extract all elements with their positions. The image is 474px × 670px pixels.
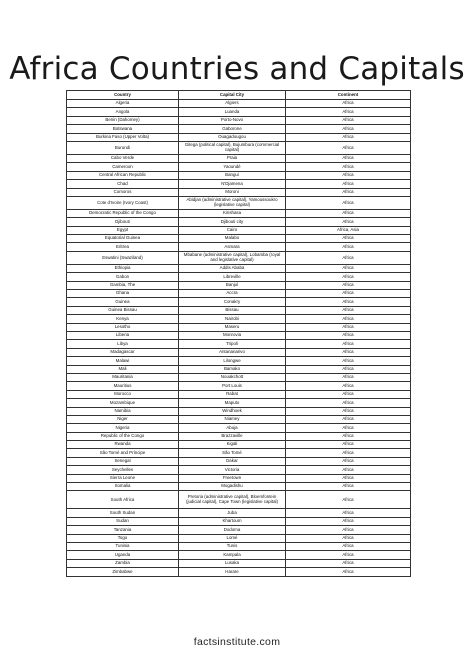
table-row: [67, 348, 411, 356]
country-cell: Ghana: [67, 290, 179, 298]
capital-cell: Monrovia: [179, 331, 286, 339]
table-row: [67, 141, 411, 154]
capital-cell: Conakry: [179, 298, 286, 306]
capital-cell: Rabat: [179, 390, 286, 398]
table-row: [67, 382, 411, 390]
country-cell: Malawi: [67, 357, 179, 365]
country-cell: Togo: [67, 534, 179, 542]
country-cell: Nigeria: [67, 424, 179, 432]
continent-cell: Africa: [286, 243, 411, 251]
table-row: [67, 449, 411, 457]
country-cell: Namibia: [67, 407, 179, 415]
table-row: [67, 154, 411, 162]
capital-cell: Maseru: [179, 323, 286, 331]
continent-cell: Africa: [286, 432, 411, 440]
continent-cell: Africa: [286, 125, 411, 133]
country-cell: Zambia: [67, 559, 179, 567]
capital-cell: Khartoum: [179, 517, 286, 525]
continent-cell: Africa: [286, 373, 411, 381]
table-row: [67, 526, 411, 534]
capital-cell: Port Louis: [179, 382, 286, 390]
capital-cell: Mbabane (administrative capital), Lobamba (royal and legislative capital): [179, 251, 286, 264]
capital-cell: Lusaka: [179, 559, 286, 567]
continent-cell: Africa: [286, 491, 411, 509]
continent-cell: Africa: [286, 315, 411, 323]
table-row: [67, 218, 411, 226]
table-row: [67, 441, 411, 449]
table-row: [67, 133, 411, 141]
continent-cell: Africa: [286, 382, 411, 390]
country-cell: Burundi: [67, 141, 179, 154]
table-row: [67, 243, 411, 251]
capital-cell: Bangui: [179, 171, 286, 179]
table-row: [67, 100, 411, 108]
continent-cell: Africa: [286, 306, 411, 314]
continent-cell: Africa: [286, 273, 411, 281]
country-cell: Benin (Dahomey): [67, 116, 179, 124]
country-cell: Eritrea: [67, 243, 179, 251]
continent-cell: Africa: [286, 449, 411, 457]
country-cell: Rwanda: [67, 441, 179, 449]
country-cell: South Sudan: [67, 509, 179, 517]
continent-cell: Africa: [286, 163, 411, 171]
capital-cell: Harare: [179, 568, 286, 576]
capital-cell: Praia: [179, 154, 286, 162]
capital-cell: Malabo: [179, 235, 286, 243]
table-row: [67, 306, 411, 314]
table-row: [67, 226, 411, 234]
column-header-country: Country: [67, 91, 179, 100]
table-row: [67, 542, 411, 550]
country-cell: Angola: [67, 108, 179, 116]
capital-cell: Luanda: [179, 108, 286, 116]
continent-cell: Africa: [286, 542, 411, 550]
country-cell: Eswatini (Swaziland): [67, 251, 179, 264]
country-cell: Somalia: [67, 483, 179, 491]
continent-cell: Africa: [286, 466, 411, 474]
country-cell: Morocco: [67, 390, 179, 398]
continent-cell: Africa: [286, 141, 411, 154]
capital-cell: São Tomé: [179, 449, 286, 457]
table-row: [67, 357, 411, 365]
continent-cell: Africa: [286, 251, 411, 264]
capital-cell: Kigali: [179, 441, 286, 449]
continent-cell: Africa: [286, 474, 411, 482]
table-row: [67, 315, 411, 323]
continent-cell: Africa: [286, 323, 411, 331]
table-row: [67, 163, 411, 171]
capital-cell: Pretoria (administrative capital), Bloemfontein (judicial capital), Cape Town (legislative capital): [179, 491, 286, 509]
continent-cell: Africa: [286, 407, 411, 415]
continent-cell: Africa: [286, 559, 411, 567]
country-cell: Zimbabwe: [67, 568, 179, 576]
table-header-row: [67, 91, 411, 100]
country-cell: São Tomé and Príncipe: [67, 449, 179, 457]
continent-cell: Africa: [286, 526, 411, 534]
continent-cell: Africa: [286, 298, 411, 306]
capital-cell: Antananarivo: [179, 348, 286, 356]
country-cell: Uganda: [67, 551, 179, 559]
country-cell: Mozambique: [67, 399, 179, 407]
table-row: [67, 457, 411, 465]
table-row: [67, 517, 411, 525]
continent-cell: Africa: [286, 108, 411, 116]
continent-cell: Africa: [286, 441, 411, 449]
continent-cell: Africa: [286, 415, 411, 423]
capital-cell: Cairo: [179, 226, 286, 234]
table-row: [67, 373, 411, 381]
continent-cell: Africa: [286, 154, 411, 162]
country-cell: Comoros: [67, 188, 179, 196]
capital-cell: Abuja: [179, 424, 286, 432]
capital-cell: Algiers: [179, 100, 286, 108]
countries-table: [66, 90, 411, 577]
capital-cell: Yaoundé: [179, 163, 286, 171]
capital-cell: Freetown: [179, 474, 286, 482]
table-row: [67, 568, 411, 576]
country-cell: Seychelles: [67, 466, 179, 474]
country-cell: Cameroon: [67, 163, 179, 171]
capital-cell: Lomé: [179, 534, 286, 542]
table-row: [67, 281, 411, 289]
capital-cell: Tunis: [179, 542, 286, 550]
country-cell: Gambia, The: [67, 281, 179, 289]
capital-cell: Abidjan (administrative capital), Yamoussoukro (legislative capital): [179, 196, 286, 209]
country-cell: Tunisia: [67, 542, 179, 550]
country-cell: Gabon: [67, 273, 179, 281]
table-row: [67, 196, 411, 209]
table-body: [67, 100, 411, 577]
capital-cell: Gaborone: [179, 125, 286, 133]
country-cell: Mauritania: [67, 373, 179, 381]
continent-cell: Africa: [286, 100, 411, 108]
footer-website: factsinstitute.com: [193, 636, 281, 648]
table-row: [67, 432, 411, 440]
column-header-continent: Continent: [286, 91, 411, 100]
column-header-capital: Capital City: [179, 91, 286, 100]
country-cell: Botswana: [67, 125, 179, 133]
table-row: [67, 235, 411, 243]
country-cell: Sudan: [67, 517, 179, 525]
table-row: [67, 407, 411, 415]
table-row: [67, 390, 411, 398]
continent-cell: Africa: [286, 209, 411, 217]
table-row: [67, 180, 411, 188]
capital-cell: Maputo: [179, 399, 286, 407]
continent-cell: Africa: [286, 340, 411, 348]
table-row: [67, 209, 411, 217]
capital-cell: Asmara: [179, 243, 286, 251]
table-row: [67, 509, 411, 517]
capital-cell: Bissau: [179, 306, 286, 314]
continent-cell: Africa: [286, 424, 411, 432]
capital-cell: Brazzaville: [179, 432, 286, 440]
country-cell: Senegal: [67, 457, 179, 465]
country-cell: South Africa: [67, 491, 179, 509]
table-row: [67, 399, 411, 407]
table-row: [67, 331, 411, 339]
capital-cell: Lilongwe: [179, 357, 286, 365]
table-header: [67, 91, 411, 100]
table-row: [67, 551, 411, 559]
capital-cell: Dakar: [179, 457, 286, 465]
continent-cell: Africa: [286, 281, 411, 289]
capital-cell: Addis Ababa: [179, 264, 286, 272]
capital-cell: Accra: [179, 290, 286, 298]
country-cell: Ethiopia: [67, 264, 179, 272]
table-row: [67, 125, 411, 133]
country-cell: Tanzania: [67, 526, 179, 534]
table-row: [67, 323, 411, 331]
capital-cell: Nairobi: [179, 315, 286, 323]
table-row: [67, 273, 411, 281]
table-row: [67, 474, 411, 482]
capital-cell: Nouakchott: [179, 373, 286, 381]
capital-cell: Mogadishu: [179, 483, 286, 491]
capital-cell: Ouagadougou: [179, 133, 286, 141]
continent-cell: Africa, Asia: [286, 226, 411, 234]
continent-cell: Africa: [286, 399, 411, 407]
capital-cell: Porto-Novo: [179, 116, 286, 124]
table-row: [67, 365, 411, 373]
continent-cell: Africa: [286, 509, 411, 517]
continent-cell: Africa: [286, 116, 411, 124]
continent-cell: Africa: [286, 196, 411, 209]
capital-cell: Tripoli: [179, 340, 286, 348]
country-cell: Cabo Verde: [67, 154, 179, 162]
continent-cell: Africa: [286, 568, 411, 576]
continent-cell: Africa: [286, 180, 411, 188]
continent-cell: Africa: [286, 551, 411, 559]
table-row: [67, 264, 411, 272]
capital-cell: Juba: [179, 509, 286, 517]
continent-cell: Africa: [286, 188, 411, 196]
capital-cell: Bamako: [179, 365, 286, 373]
capital-cell: Kampala: [179, 551, 286, 559]
capital-cell: N'Djamena: [179, 180, 286, 188]
table-row: [67, 251, 411, 264]
table-row: [67, 534, 411, 542]
continent-cell: Africa: [286, 390, 411, 398]
continent-cell: Africa: [286, 264, 411, 272]
country-cell: Guinea Bissau: [67, 306, 179, 314]
country-cell: Chad: [67, 180, 179, 188]
country-cell: Djibouti: [67, 218, 179, 226]
country-cell: Kenya: [67, 315, 179, 323]
capital-cell: Djibouti city: [179, 218, 286, 226]
continent-cell: Africa: [286, 290, 411, 298]
capital-cell: Victoria: [179, 466, 286, 474]
table-row: [67, 415, 411, 423]
continent-cell: Africa: [286, 235, 411, 243]
capital-cell: Kinshasa: [179, 209, 286, 217]
country-cell: Libya: [67, 340, 179, 348]
country-cell: Equatorial Guinea: [67, 235, 179, 243]
country-cell: Madagascar: [67, 348, 179, 356]
country-cell: Burkina Faso (Upper Volta): [67, 133, 179, 141]
capital-cell: Moroni: [179, 188, 286, 196]
country-cell: Republic of the Congo: [67, 432, 179, 440]
table-row: [67, 483, 411, 491]
table-row: [67, 559, 411, 567]
country-cell: Democratic Republic of the Congo: [67, 209, 179, 217]
country-cell: Niger: [67, 415, 179, 423]
continent-cell: Africa: [286, 365, 411, 373]
continent-cell: Africa: [286, 331, 411, 339]
country-cell: Central African Republic: [67, 171, 179, 179]
continent-cell: Africa: [286, 534, 411, 542]
continent-cell: Africa: [286, 357, 411, 365]
table-row: [67, 298, 411, 306]
country-cell: Mali: [67, 365, 179, 373]
table-row: [67, 108, 411, 116]
continent-cell: Africa: [286, 517, 411, 525]
country-cell: Algeria: [67, 100, 179, 108]
continent-cell: Africa: [286, 133, 411, 141]
continent-cell: Africa: [286, 218, 411, 226]
country-cell: Lesotho: [67, 323, 179, 331]
capital-cell: Gitega (political capital), Bujumbura (commercial capital): [179, 141, 286, 154]
table-row: [67, 290, 411, 298]
table-row: [67, 424, 411, 432]
country-cell: Egypt: [67, 226, 179, 234]
table-row: [67, 116, 411, 124]
capital-cell: Libreville: [179, 273, 286, 281]
table-row: [67, 491, 411, 509]
table-row: [67, 188, 411, 196]
capital-cell: Niamey: [179, 415, 286, 423]
capital-cell: Dodoma: [179, 526, 286, 534]
table-row: [67, 466, 411, 474]
country-cell: Mauritius: [67, 382, 179, 390]
capital-cell: Banjul: [179, 281, 286, 289]
continent-cell: Africa: [286, 457, 411, 465]
continent-cell: Africa: [286, 348, 411, 356]
country-cell: Liberia: [67, 331, 179, 339]
country-cell: Sierra Leone: [67, 474, 179, 482]
continent-cell: Africa: [286, 171, 411, 179]
table-row: [67, 340, 411, 348]
continent-cell: Africa: [286, 483, 411, 491]
table-row: [67, 171, 411, 179]
page-title: Africa Countries and Capitals: [9, 50, 465, 87]
capital-cell: Windhoek: [179, 407, 286, 415]
country-cell: Cote d'Ivoire (Ivory Coast): [67, 196, 179, 209]
country-cell: Guinea: [67, 298, 179, 306]
